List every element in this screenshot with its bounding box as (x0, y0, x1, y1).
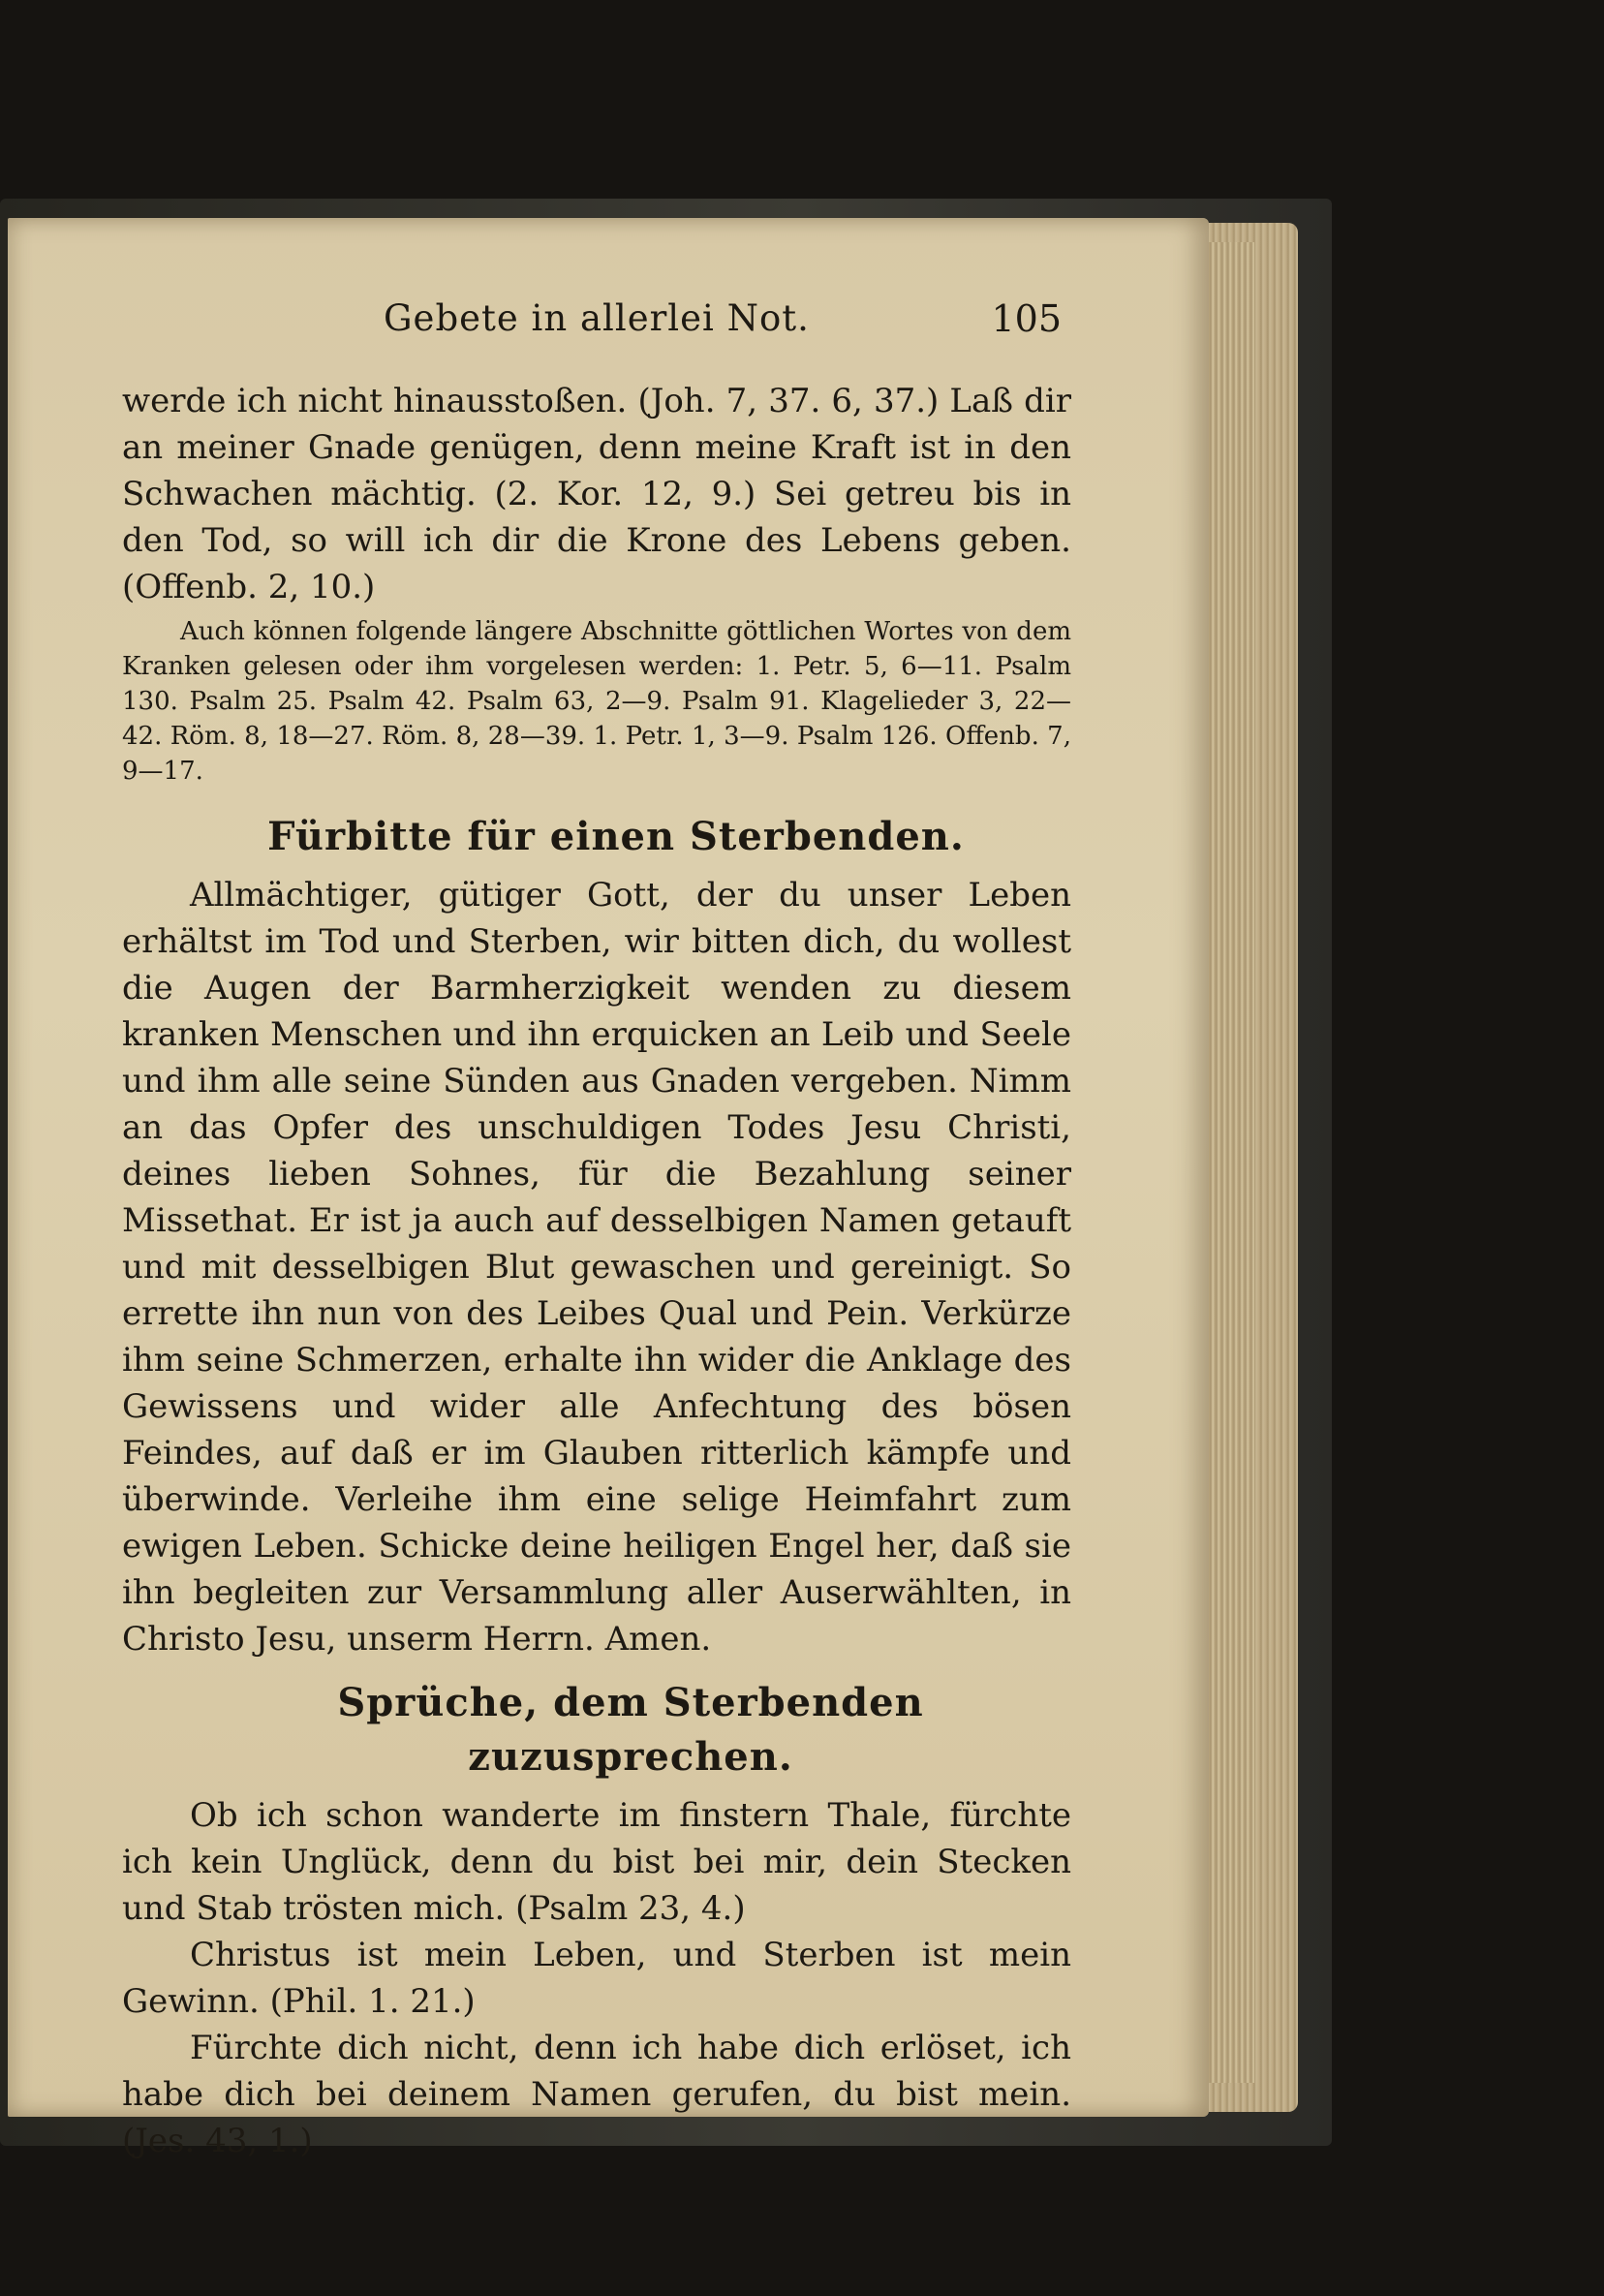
saying-paragraph: Ob ich schon wanderte im finstern Thale, fürchte ich kein Unglück, denn du bist bei mir, dein Stecken und Stab trösten mich. (Psalm 23, 4.) (122, 1796, 1071, 1928)
saying-paragraph: Christus ist mein Leben, und Sterben ist mein Gewinn. (Phil. 1. 21.) (122, 1936, 1071, 2021)
page-edges-inner (1201, 242, 1254, 2083)
body-text (122, 378, 1071, 2164)
paragraph-continued: werde ich nicht hinausstoßen. (Joh. 7, 37. 6, 37.) Laß dir an meiner Gnade genügen, denn meine Kraft ist in den Schwachen mächtig. (2. Kor. 12, 9.) Sei getreu bis in den Tod, so will ich dir die Krone des Lebens geben. (Offenb. 2, 10.) (122, 382, 1071, 606)
section-heading-sayings: Sprüche, dem Sterbenden zuzusprechen. (337, 1680, 924, 1780)
page-number: 105 (991, 297, 1062, 340)
prayer-paragraph: Allmächtiger, gütiger Gott, der du unser Leben erhältst im Tod und Sterben, wir bitten dich, du wollest die Augen der Barmherzigkeit wenden zu diesem kranken Menschen und ihn erquicken an Leib und Seele und ihm alle seine Sünden aus Gnaden vergeben. Nimm an das Opfer des unschuldigen Todes Jesu Christi, deines lieben Sohnes, für die Bezahlung seiner Missethat. Er ist ja auch auf desselbigen Namen getauft und mit desselbigen Blut gewaschen und gereinigt. So errette ihn nun von des Leibes Qual und Pein. Verkürze ihm seine Schmerzen, erhalte ihn wider die Anklage des Gewissens und wider alle Anfechtung des bösen Feindes, auf daß er im Glauben ritterlich kämpfe und überwinde. Verleihe ihm eine selige Heimfahrt zum ewigen Leben. Schicke deine heiligen Engel her, daß sie ihn begleiten zur Versammlung aller Auserwählten, in Christo Jesu, unserm Herrn. Amen. (122, 876, 1071, 1659)
small-print-note: Auch können folgende längere Abschnitte göttlichen Wortes von dem Kranken gelesen oder ihm vorgelesen werden: 1. Petr. 5, 6—11. Psalm 130. Psalm 25. Psalm 42. Psalm 63, 2—9. Psalm 91. Klagelieder 3, 22—42. Röm. 8, 18—27. Röm. 8, 28—39. 1. Petr. 1, 3—9. Psalm 126. Offenb. 7, 9—17. (122, 617, 1071, 786)
section-heading-intercession: Fürbitte für einen Sterbenden. (267, 814, 965, 859)
saying-paragraph: Fürchte dich nicht, denn ich habe dich erlöset, ich habe dich bei deinem Namen gerufen, du bist mein. (Jes. 43, 1.) (122, 2029, 1071, 2160)
book-page (8, 218, 1209, 2160)
page-header (122, 297, 1062, 346)
running-title: Gebete in allerlei Not. (384, 297, 810, 339)
